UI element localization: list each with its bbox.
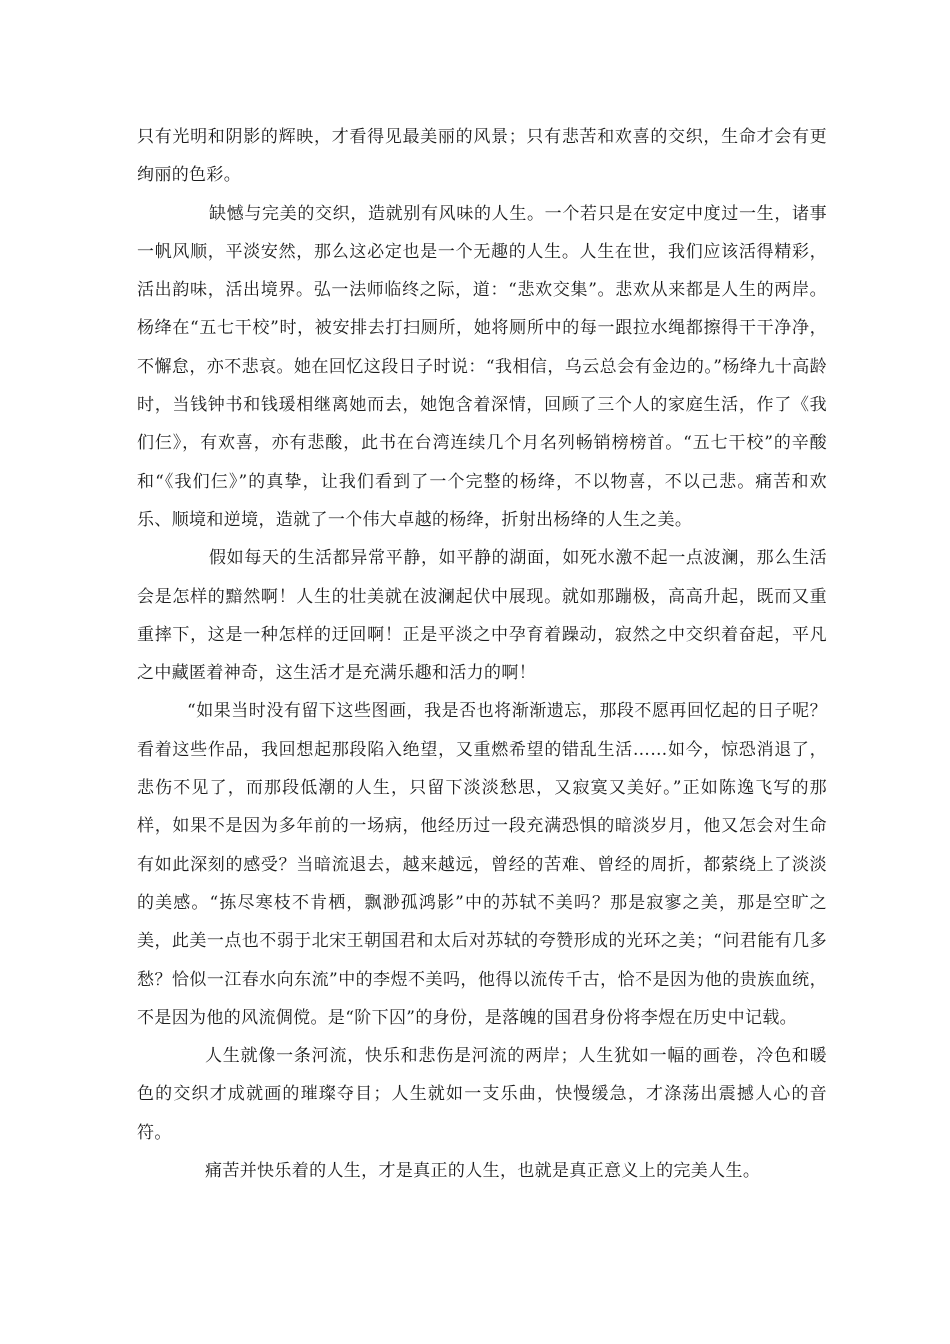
paragraph-3: 假如每天的生活都异常平静，如平静的湖面，如死水激不起一点波澜，那么生活会是怎样的黯然啊！人生的壮美就在波澜起伏中展现。就如那蹦极，高高升起，既而又重重摔下，这是一种怎样的迂回啊！正是平淡之中孕育着躁动，寂然之中交织着奋起，平凡之中藏匿着神奇，这生活才是充满乐趣和活力的啊！ [137,548,827,684]
paragraph-2: 缺憾与完美的交织，造就别有风味的人生。一个若只是在安定中度过一生，诸事一帆风顺，平淡安然，那么这必定也是一个无趣的人生。人生在世，我们应该活得精彩，活出韵味，活出境界。弘一法师临终之际，道：“悲欢交集”。悲欢从来都是人生的两岸。杨绛在“五七干校”时，被安排去打扫厕所，她将厕所中的每一跟拉水绳都擦得干干净净，不懈怠，亦不悲哀。她在回忆这段日子时说：“我相信，乌云总会有金边的。”杨绛九十高龄时，当钱钟书和钱瑗相继离她而去，她饱含着深情，回顾了三个人的家庭生活，作了《我们仨》，有欢喜，亦有悲酸，此书在台湾连续几个月名列畅销榜榜首。“五七干校”的辛酸和“《我们仨》”的真挚，让我们看到了一个完整的杨绛，不以物喜，不以己悲。痛苦和欢乐、顺境和逆境，造就了一个伟大卓越的杨绛，折射出杨绛的人生之美。 [137,203,827,530]
essay-body [137,118,827,1190]
paragraph-1: 只有光明和阴影的辉映，才看得见最美丽的风景；只有悲苦和欢喜的交织，生命才会有更绚丽的色彩。 [137,127,827,186]
paragraph-5: 人生就像一条河流，快乐和悲伤是河流的两岸；人生犹如一幅的画卷，冷色和暖色的交织才成就画的璀璨夺目；人生就如一支乐曲，快慢缓急，才涤荡出震撼人心的音符。 [137,1046,827,1143]
paragraph-6: 痛苦并快乐着的人生，才是真正的人生，也就是真正意义上的完美人生。 [205,1161,761,1182]
paragraph-4: “如果当时没有留下这些图画，我是否也将渐渐遗忘，那段不愿再回忆起的日子呢？看着这些作品，我回想起那段陷入绝望，又重燃希望的错乱生活……如今，惊恐消退了，悲伤不见了，而那段低潮的人生，只留下淡淡愁思，又寂寞又美好。”正如陈逸飞写的那样，如果不是因为多年前的一场病，他经历过一段充满恐惧的暗淡岁月，他又怎会对生命有如此深刻的感受？当暗流退去，越来越远，曾经的苦难、曾经的周折，都萦绕上了淡淡的美感。“拣尽寒枝不肯栖，飘渺孤鸿影”中的苏轼不美吗？那是寂寥之美，那是空旷之美，此美一点也不弱于北宋王朝国君和太后对苏轼的夸赞形成的光环之美；“问君能有几多愁？恰似一江春水向东流”中的李煜不美吗，他得以流传千古，恰不是因为他的贵族血统，不是因为他的风流倜傥。是“阶下囚”的身份，是落魄的国君身份将李煜在历史中记载。 [137,701,827,1028]
